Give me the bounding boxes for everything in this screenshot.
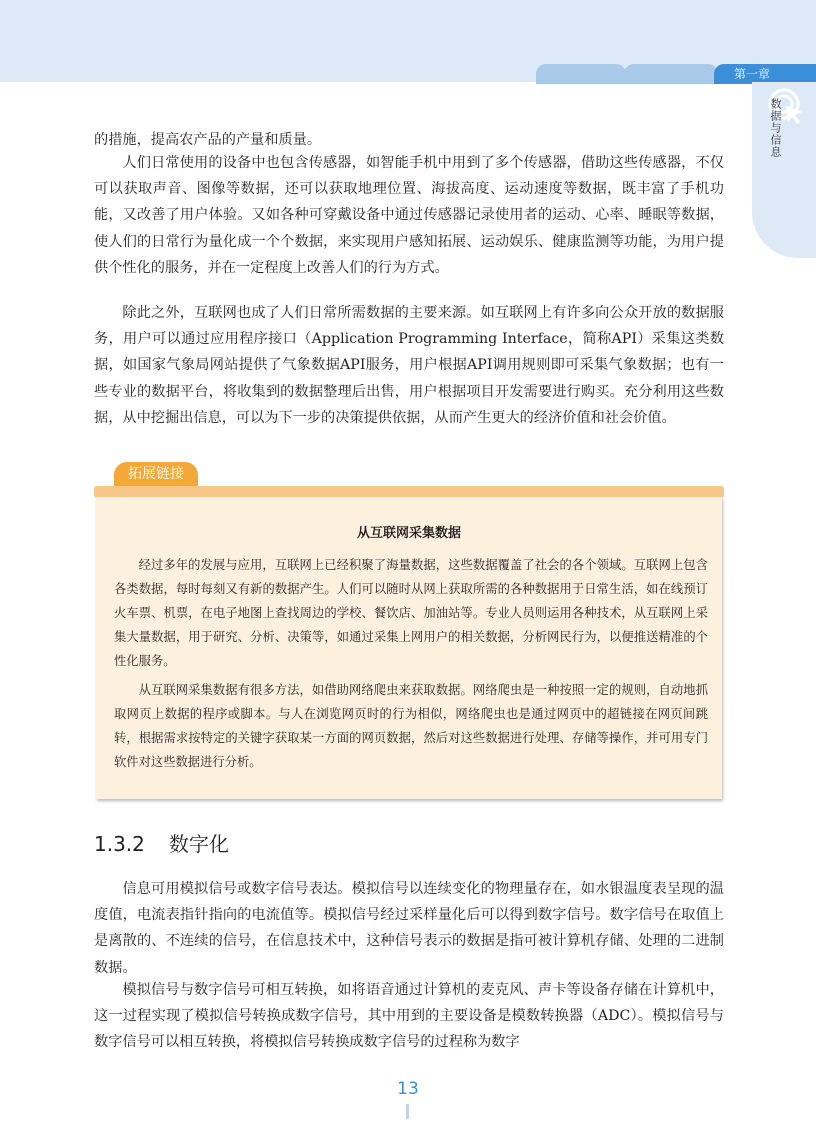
section-heading [94,828,229,857]
body-paragraph: 除此之外，互联网也成了人们日常所需数据的主要来源。如互联网上有许多向公众开放的数据服务，用户可以通过应用程序接口（Application Programming Interface，简称API）采集这类数据，如国家气象局网站提供了气象数据API服务，用户根据API调用规则即可采集气象数据；也有一些专业的数据平台，将收集到的数据整理后出售，用户根据项目开发需要进行购买。充分利用这些数据，从中挖掘出信息，可以为下一步的决策提供依据，从而产生更大的经济价值和社会价值。 [94,305,724,426]
body-paragraph: 的措施，提高农产品的产量和质量。 [94,132,322,148]
body-paragraph: 人们日常使用的设备中也包含传感器，如智能手机中用到了多个传感器，借助这些传感器，不仅可以获取声音、图像等数据，还可以获取地理位置、海拔高度、运动速度等数据，既丰富了手机功能，又改善了用户体验。又如各种可穿戴设备中通过传感器记录使用者的运动、心率、睡眠等数据，使人们的日常行为量化成一个个数据，来实现用户感知拓展、运动娱乐、健康监测等功能，为用户提供个性化的服务，并在一定程度上改善人们的行为方式。 [94,155,724,276]
body-paragraph: 模拟信号与数字信号可相互转换，如将语音通过计算机的麦克风、声卡等设备存储在计算机中，这一过程实现了模拟信号转换成数字信号，其中用到的主要设备是模数转换器（ADC）。模拟信号与数字信号可以相互转换，将模拟信号转换成数字信号的过程称为数字 [94,982,724,1051]
header-tab-decor [536,64,626,84]
header-tab-decor [624,64,718,84]
extension-tab: 拓展链接 [114,462,198,487]
section-title: 数字化 [168,832,229,856]
extension-title: 从互联网采集数据 [356,526,461,541]
section-number: 1.3.2 [94,832,145,856]
page-number-tick [406,1104,409,1119]
side-label: 数据与信息 [769,98,782,158]
body-paragraph: 信息可用模拟信号或数字信号表达。模拟信号以连续变化的物理量存在，如水银温度表呈现的温度值，电流表指针指向的电流值等。模拟信号经过采样量化后可以得到数字信号。数字信号在取值上是离散的、不连续的信号，在信息技术中，这种信号表示的数据是指可被计算机存储、处理的二进制数据。 [94,881,724,976]
chapter-label: 第一章 [734,67,771,81]
extension-paragraph: 从互联网采集数据有很多方法，如借助网络爬虫来获取数据。网络爬虫是一种按照一定的规则，自动地抓取网页上数据的程序或脚本。与人在浏览网页时的行为相似，网络爬虫也是通过网页中的超链接在网页间跳转，根据需求按特定的关键字获取某一方面的网页数据，然后对这些数据进行处理、存储等操作，并可用专门软件对这些数据进行分析。 [114,683,708,769]
chapter-tab [714,64,816,84]
extension-paragraph: 经过多年的发展与应用，互联网上已经积聚了海量数据，这些数据覆盖了社会的各个领域。互联网上包含各类数据，每时每刻又有新的数据产生。人们可以随时从网上获取所需的各种数据用于日常生活，如在线预订火车票、机票，在电子地图上查找周边的学校、餐饮店、加油站等。专业人员则运用各种技术，从互联网上采集大量数据，用于研究、分析、决策等，如通过采集上网用户的相关数据，分析网民行为，以便推送精准的个性化服务。 [114,558,708,668]
page-number: 13 [397,1079,419,1099]
